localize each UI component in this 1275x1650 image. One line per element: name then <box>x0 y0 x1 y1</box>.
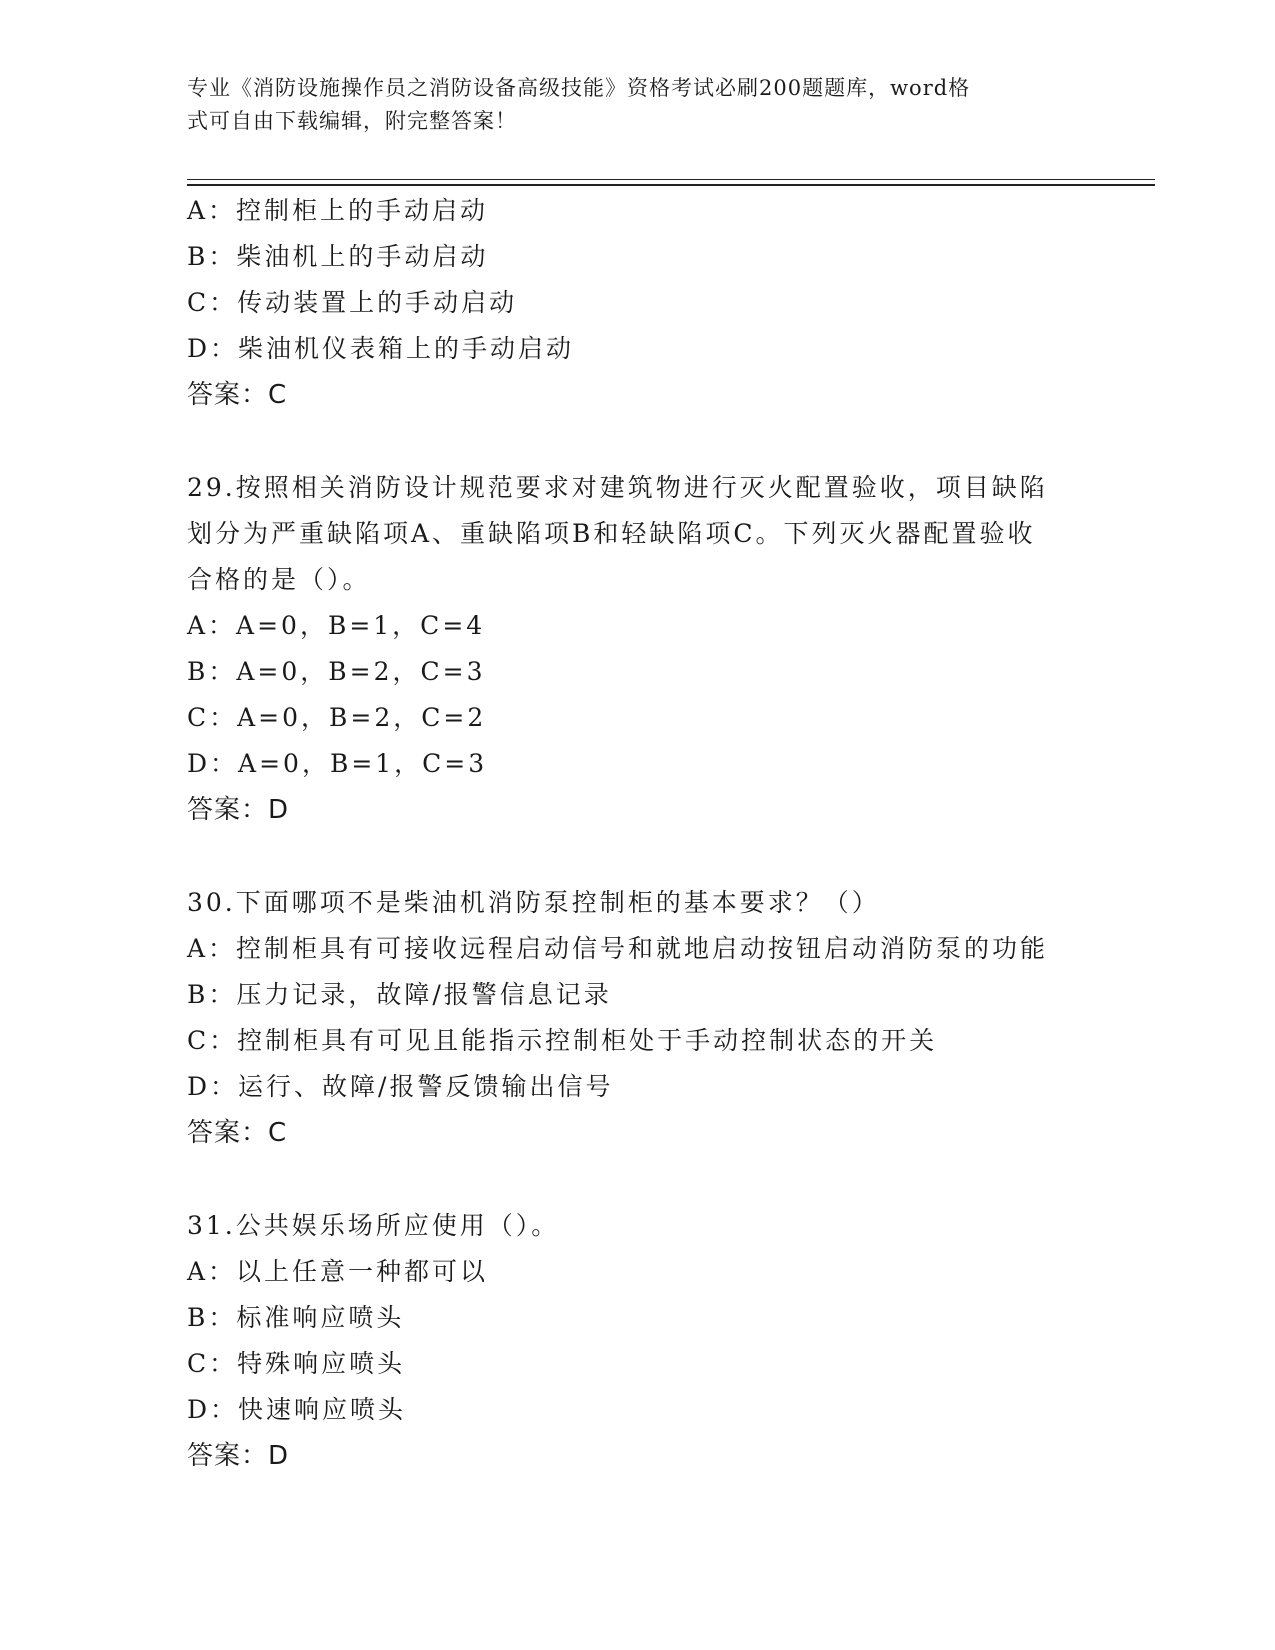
option-d: D：A=0，B=1，C=3 <box>187 749 488 778</box>
question-31 <box>187 1203 1087 1479</box>
header-line-1: 专业《消防设施操作员之消防设备高级技能》资格考试必刷200题题库，word格 <box>187 76 971 100</box>
question-28-continued <box>187 188 1087 418</box>
spacer <box>187 1156 1087 1203</box>
header-divider-thick <box>187 184 1155 186</box>
option-b: B：A=0，B=2，C=3 <box>187 657 486 686</box>
question-stem-line: 合格的是（）。 <box>187 565 371 594</box>
question-stem-line: 31.公共娱乐场所应使用（）。 <box>187 1211 560 1240</box>
answer: 答案：D <box>187 1441 290 1471</box>
option-b: B：标准响应喷头 <box>187 1303 405 1332</box>
answer: 答案：C <box>187 380 288 410</box>
option-a: A：控制柜上的手动启动 <box>187 196 489 225</box>
spacer <box>187 833 1087 880</box>
spacer <box>187 418 1087 465</box>
option-c: C：A=0，B=2，C=2 <box>187 703 487 732</box>
question-content <box>187 188 1087 1479</box>
question-30 <box>187 880 1087 1156</box>
option-a: A：控制柜具有可接收远程启动信号和就地启动按钮启动消防泵的功能 <box>187 934 1049 963</box>
question-stem-line: 29.按照相关消防设计规范要求对建筑物进行灭火配置验收，项目缺陷 <box>187 473 1048 502</box>
option-c: C：控制柜具有可见且能指示控制柜处于手动控制状态的开关 <box>187 1026 938 1055</box>
option-a: A：以上任意一种都可以 <box>187 1257 489 1286</box>
header-line-2: 式可自由下载编辑，附完整答案！ <box>187 109 517 133</box>
question-29 <box>187 465 1087 833</box>
option-b: B：柴油机上的手动启动 <box>187 242 489 271</box>
option-c: C：特殊响应喷头 <box>187 1349 406 1378</box>
option-a: A：A=0，B=1，C=4 <box>187 611 486 640</box>
option-d: D：快速响应喷头 <box>187 1395 407 1424</box>
question-stem-line: 30.下面哪项不是柴油机消防泵控制柜的基本要求？（） <box>187 888 880 917</box>
answer: 答案：C <box>187 1118 288 1148</box>
question-stem-line: 划分为严重缺陷项A、重缺陷项B和轻缺陷项C。下列灭火器配置验收 <box>187 519 1036 548</box>
document-header <box>187 72 1087 138</box>
option-d: D：运行、故障/报警反馈输出信号 <box>187 1072 614 1101</box>
option-b: B：压力记录，故障/报警信息记录 <box>187 980 612 1009</box>
answer: 答案：D <box>187 795 290 825</box>
option-c: C：传动装置上的手动启动 <box>187 288 518 317</box>
option-d: D：柴油机仪表箱上的手动启动 <box>187 334 575 363</box>
header-divider-thin <box>187 179 1155 180</box>
